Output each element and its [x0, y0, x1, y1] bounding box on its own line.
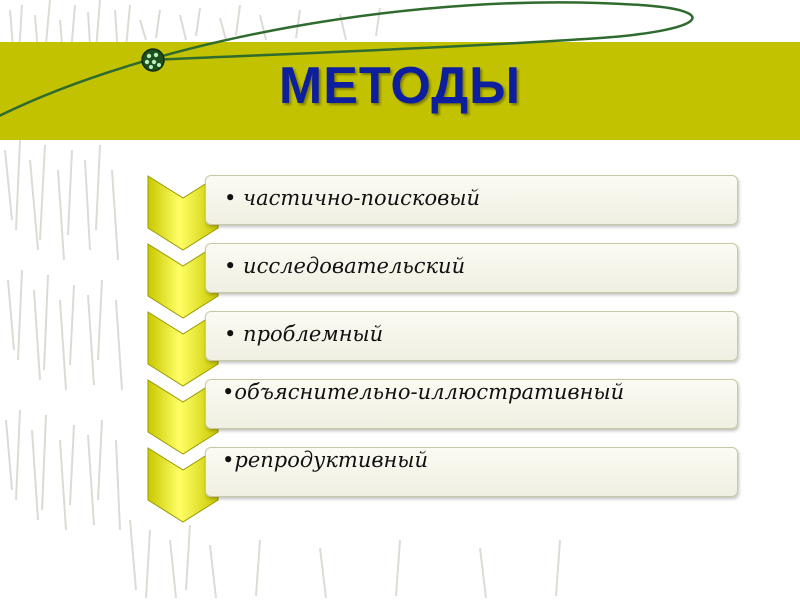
list-item-label: • проблемный	[224, 322, 384, 346]
list-item-label: • частично-поисковый	[224, 186, 480, 210]
list-item-label: •репродуктивный	[222, 448, 429, 472]
list-item-label: • исследовательский	[224, 254, 466, 278]
slide-title: МЕТОДЫ	[278, 57, 522, 115]
list-item	[205, 447, 738, 497]
list-item-label: •объяснительно-иллюстративный	[222, 380, 625, 404]
list-item	[205, 379, 738, 429]
list-item	[205, 243, 738, 293]
list-item	[205, 311, 738, 361]
list-item	[205, 175, 738, 225]
